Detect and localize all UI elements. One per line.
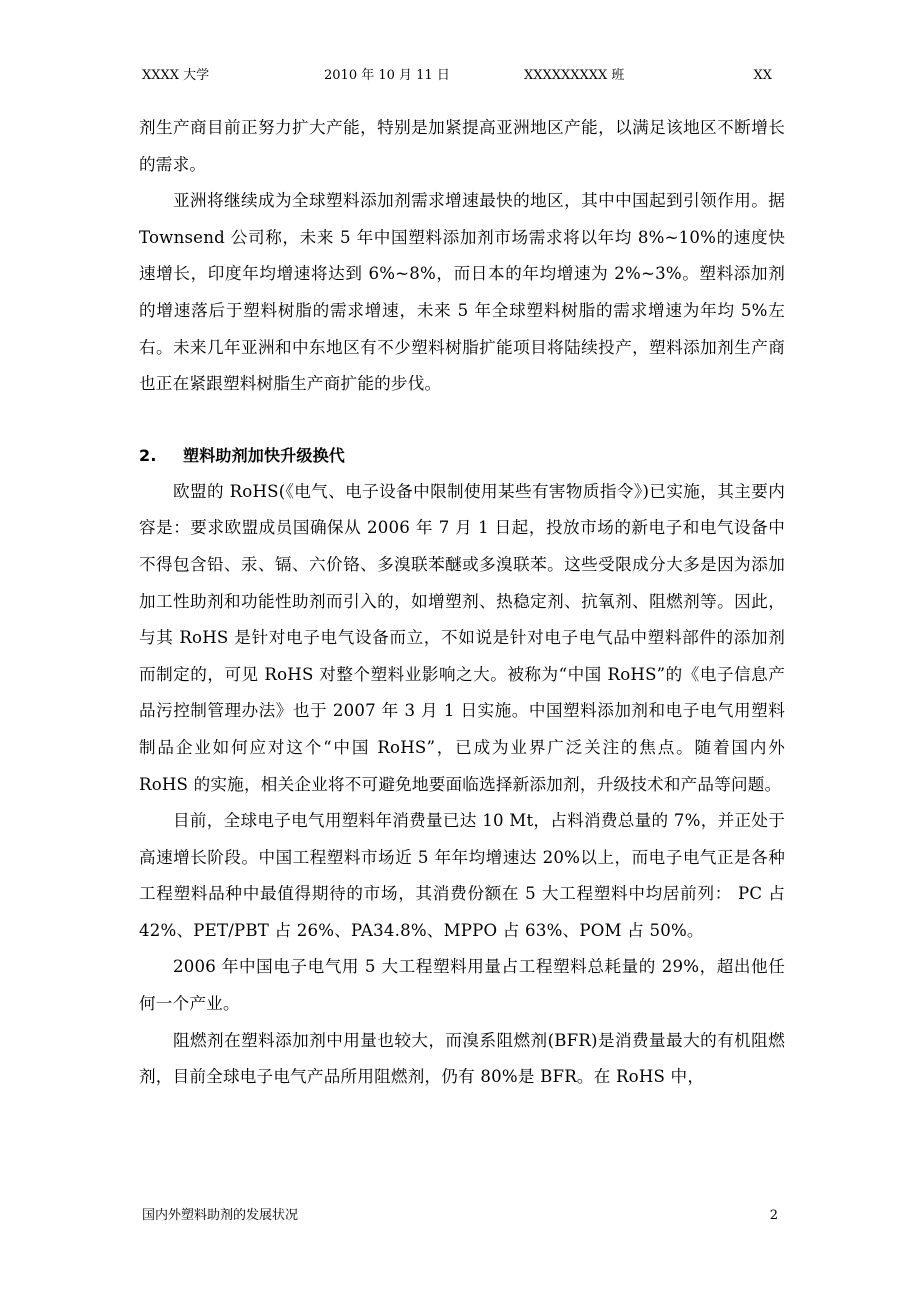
page-footer [142, 1206, 778, 1226]
header-name: XX [753, 68, 772, 83]
document-body [139, 110, 785, 1096]
header-class: XXXXXXXXX 班 [524, 68, 625, 83]
page-number: 2 [769, 1208, 778, 1223]
header-university: XXXX 大学 [142, 68, 210, 83]
paragraph-continuation: 剂生产商目前正努力扩大产能，特别是加紧提高亚洲地区产能，以满足该地区不断增长的需求。 [139, 118, 785, 174]
paragraph-rohs: 欧盟的 RoHS(《电气、电子设备中限制使用某些有害物质指令》)已实施，其主要内容是：要求欧盟成员国确保从 2006 年 7 月 1 日起，投放市场的新电子和电气设备中不得包含铅、汞、镉、六价铬、多溴联苯醚或多溴联苯。这些受限成分大多是因为添加加工性助剂和功能性助剂而引入的，如增塑剂、热稳定剂、抗氧剂、阻燃剂等。因此，与其 RoHS 是针对电子电气设备而立，不如说是针对电子电气品中塑料部件的添加剂而制定的，可见 RoHS 对整个塑料业影响之大。被称为“中国 RoHS”的《电子信息产品污控制管理办法》也于 2007 年 3 月 1 日实施。中国塑料添加剂和电子电气用塑料制品企业如何应对这个“中国 RoHS”，已成为业界广泛关注的焦点。随着国内外 RoHS 的实施，相关企业将不可避免地要面临选择新添加剂，升级技术和产品等问题。 [139, 481, 785, 794]
paragraph-flame-retardant: 阻燃剂在塑料添加剂中用量也较大，而溴系阻燃剂(BFR)是消费量最大的有机阻燃剂，目前全球电子电气产品所用阻燃剂，仍有 80%是 BFR。在 RoHS 中， [139, 1030, 785, 1087]
section-title: 塑料助剂加快升级换代 [183, 445, 346, 465]
paragraph-consumption: 目前，全球电子电气用塑料年消费量已达 10 Mt，占料消费总量的 7%，并正处于高速增长阶段。中国工程塑料市场近 5 年年均增速达 20%以上，而电子电气正是各种工程塑料品种中最值得期待的市场，其消费份额在 5 大工程塑料中均居前列： PC 占 42%、PET/PBT 占 26%、PA34.8%、MPPO 占 63%、POM 占 50%。 [139, 811, 785, 940]
section-heading [139, 438, 785, 474]
section-number: 2. [139, 445, 157, 465]
header-date: 2010 年 10 月 11 日 [324, 68, 450, 83]
paragraph-china-2006: 2006 年中国电子电气用 5 大工程塑料用量占工程塑料总耗量的 29%，超出他任何一个产业。 [139, 957, 785, 1014]
page-header [142, 66, 778, 86]
paragraph-asia-demand: 亚洲将继续成为全球塑料添加剂需求增速最快的地区，其中中国起到引领作用。据 Townsend 公司称，未来 5 年中国塑料添加剂市场需求将以年均 8%~10%的速度快速增长，印度年均增速将达到 6%~8%，而日本的年均增速为 2%~3%。塑料添加剂的增速落后于塑料树脂的需求增速，未来 5 年全球塑料树脂的需求增速为年均 5%左右。未来几年亚洲和中东地区有不少塑料树脂扩能项目将陆续投产，塑料添加剂生产商也正在紧跟塑料树脂生产商扩能的步伐。 [139, 191, 785, 394]
section-spacer [139, 403, 785, 438]
footer-title: 国内外塑料助剂的发展状况 [142, 1208, 299, 1223]
